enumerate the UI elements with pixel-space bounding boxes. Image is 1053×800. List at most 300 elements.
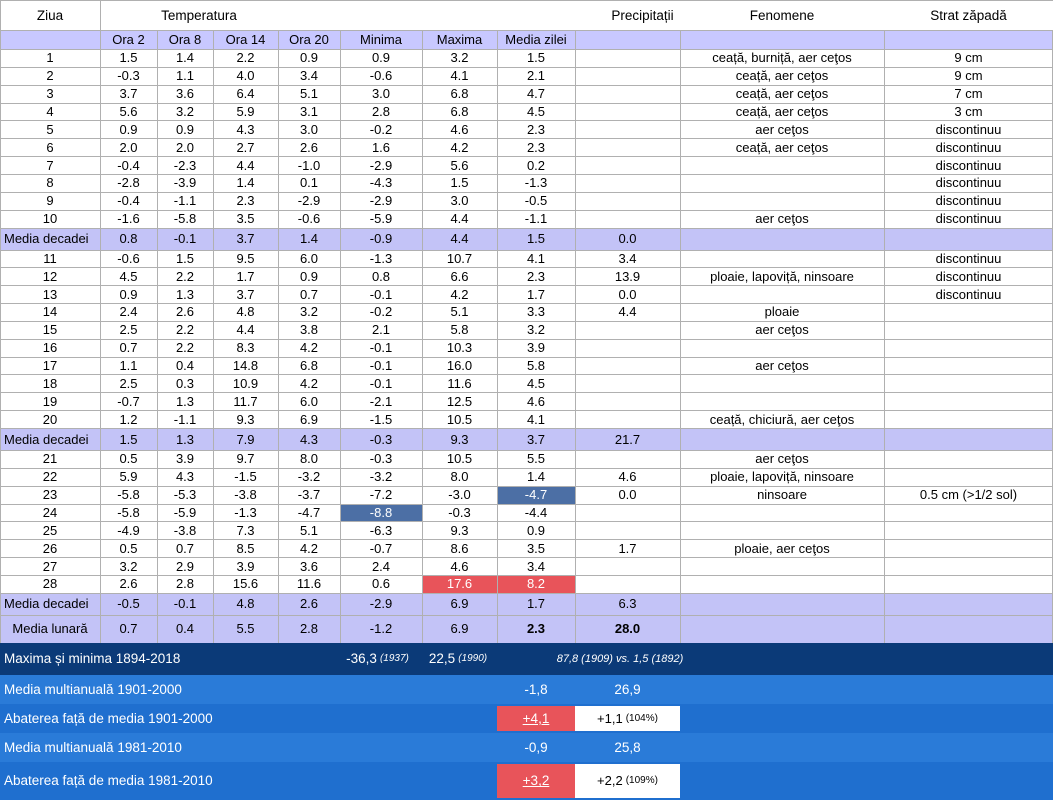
temp-value: 0.5: [119, 540, 138, 556]
precip-value: 0.0: [618, 487, 637, 503]
temp-value: -0.7: [369, 540, 393, 556]
phenomena-value: ploaie, lapoviță, ninsoare: [710, 469, 854, 485]
temp-value: 3.2: [119, 558, 138, 574]
temp-value: -0.3: [369, 431, 393, 447]
phenomena-value: ploaie: [764, 304, 800, 320]
phenomena-value: [680, 557, 884, 575]
day-number: 18: [42, 375, 58, 391]
phenomena-value: aer ceţos: [755, 211, 809, 227]
day-number: 2: [46, 68, 54, 84]
temp-value: 3.1: [299, 103, 319, 119]
temp-value: 2.8: [175, 576, 195, 592]
temp-value: 2.4: [371, 558, 391, 574]
grid-line: [0, 0, 1053, 1]
temp-value: -0.4: [117, 157, 140, 173]
temp-value: 4.6: [526, 393, 546, 409]
temp-value: 4.4: [236, 322, 255, 338]
phenomena-value: [680, 192, 884, 210]
phenomena-value: [680, 428, 884, 450]
temp-value: 0.1: [299, 175, 319, 191]
temp-value: 3.2: [175, 103, 195, 119]
footer-label-dev1901: Abaterea față de media 1901-2000: [4, 710, 213, 726]
temp-value: 4.2: [299, 375, 319, 391]
grid-line: [0, 0, 1, 643]
temp-value: 2.9: [175, 558, 195, 574]
temp-value: 1.1: [119, 358, 138, 374]
temp-value: 6.4: [236, 86, 255, 102]
day-number: 9: [46, 193, 54, 209]
precip-value: [575, 138, 680, 156]
temp-value: -4.7: [497, 486, 575, 504]
snow-value: [884, 357, 1053, 375]
temp-value: 0.9: [175, 121, 195, 137]
temp-value: 9.3: [450, 522, 469, 538]
temp-value: 6.9: [450, 596, 469, 612]
day-number: 1: [46, 50, 54, 66]
footer-mean-precip: 25,8: [614, 739, 641, 755]
grid-line: [422, 30, 423, 643]
temp-value: -2.9: [297, 193, 321, 209]
temp-value: -3.9: [173, 175, 197, 191]
temp-value: -2.9: [369, 596, 393, 612]
temp-value: -1.3: [234, 504, 257, 520]
temp-value: 4.1: [526, 411, 546, 427]
temp-value: 6.6: [450, 268, 469, 284]
temp-value: -0.1: [173, 231, 197, 246]
temp-value: 8.6: [450, 540, 469, 556]
phenomena-value: ceață, aer ceţos: [735, 68, 829, 84]
snow-value: [884, 374, 1053, 392]
snow-value: [884, 450, 1053, 468]
snow-value: discontinuu: [935, 286, 1002, 302]
temp-value: 11.6: [447, 375, 472, 391]
temp-value: 4.8: [236, 304, 255, 320]
temp-value: 5.6: [119, 103, 138, 119]
temp-value: 4.6: [450, 558, 469, 574]
temp-value: 6.0: [299, 250, 319, 266]
temp-value: 3.6: [299, 558, 319, 574]
snow-value: discontinuu: [935, 268, 1002, 284]
day-number: 28: [42, 576, 58, 592]
temp-value: 2.3: [526, 139, 546, 155]
footer-deviation-temp: +3,2: [497, 764, 575, 798]
temp-value: -2.9: [369, 157, 393, 173]
phenomena-value: [680, 575, 884, 593]
precip-value: 1.7: [618, 540, 637, 556]
precip-value: [575, 557, 680, 575]
temp-value: -0.2: [369, 121, 393, 137]
day-number: 10: [42, 211, 58, 227]
temp-value: 2.8: [371, 103, 391, 119]
temp-value: 10.7: [446, 250, 473, 266]
temp-value: 16.0: [446, 358, 473, 374]
temp-value: 0.9: [119, 121, 138, 137]
temp-value: -0.1: [369, 340, 393, 356]
temp-value: 6.0: [299, 393, 319, 409]
temp-value: 3.2: [450, 50, 469, 66]
subheader-col-2: Ora 14: [225, 32, 266, 47]
temp-value: 5.9: [236, 103, 255, 119]
day-number: 27: [42, 558, 58, 574]
temp-value: -1.1: [173, 193, 197, 209]
day-number: 13: [42, 286, 58, 302]
phenomena-value: ceață, aer ceţos: [735, 86, 829, 102]
temp-value: 3.9: [236, 558, 255, 574]
temp-value: 3.7: [526, 431, 546, 447]
deviation-precip-percent: (109%): [625, 775, 658, 787]
temp-value: 2.2: [175, 268, 195, 284]
decade-mean-label: Media decadei: [4, 596, 89, 612]
temp-value: -0.1: [369, 358, 393, 374]
temp-value: 4.2: [450, 139, 469, 155]
temp-value: 1.4: [526, 469, 546, 485]
header-precipitatii: Precipitații: [611, 7, 674, 23]
temp-value: 2.1: [526, 68, 546, 84]
snow-value: [884, 593, 1053, 615]
footer-deviation-temp: +4,1: [497, 706, 575, 731]
temp-value: 5.6: [450, 157, 469, 173]
phenomena-value: ceață, chiciură, aer ceţos: [709, 411, 855, 427]
temp-value: -5.9: [173, 504, 197, 520]
snow-value: discontinuu: [935, 250, 1002, 266]
temp-value: 1.5: [119, 431, 138, 447]
temp-value: 4.2: [450, 286, 469, 302]
precip-value: [575, 120, 680, 138]
temp-value: 4.1: [450, 68, 469, 84]
precip-value: 21.7: [614, 431, 641, 447]
day-number: 20: [42, 411, 58, 427]
temp-value: 1.1: [175, 68, 195, 84]
extreme-min-year: (1937): [379, 653, 409, 665]
temp-value: -0.6: [117, 250, 140, 266]
decade-mean-label: Media decadei: [4, 431, 89, 447]
temp-value: 2.3: [526, 268, 546, 284]
temp-value: 1.4: [236, 175, 255, 191]
temp-value: -4.3: [369, 175, 393, 191]
temp-value: -0.2: [369, 304, 393, 320]
temp-value: 3.2: [526, 322, 546, 338]
temp-value: 9.7: [236, 451, 255, 467]
temp-value: 3.3: [526, 304, 546, 320]
phenomena-value: ploaie, lapoviță, ninsoare: [710, 268, 854, 284]
snow-value: [884, 521, 1053, 539]
temp-value: 4.2: [299, 340, 319, 356]
temp-value: 3.5: [236, 211, 255, 227]
phenomena-value: [680, 250, 884, 268]
snow-value: [884, 428, 1053, 450]
precip-value: [575, 192, 680, 210]
snow-value: [884, 321, 1053, 339]
temp-value: -1.0: [297, 157, 321, 173]
monthly-mean-label: Media lunară: [12, 621, 88, 637]
temp-value: 0.9: [119, 286, 138, 302]
temp-value: -5.3: [173, 487, 197, 503]
snow-value: [884, 410, 1053, 428]
extreme-max-year: (1990): [458, 653, 488, 665]
temp-value: 8.0: [450, 469, 469, 485]
temp-value: 4.8: [236, 596, 255, 612]
phenomena-value: aer ceţos: [755, 358, 809, 374]
temp-value: 12.5: [446, 393, 473, 409]
precip-value: [575, 504, 680, 522]
temp-value: 0.2: [526, 157, 546, 173]
footer-mean-precip: 26,9: [614, 681, 641, 697]
deviation-precip-value: +2,2: [597, 773, 623, 789]
snow-value: [884, 557, 1053, 575]
temp-value: -3.0: [448, 487, 471, 503]
temp-value: 2.6: [175, 304, 195, 320]
phenomena-value: ceață, aer ceţos: [735, 103, 829, 119]
temp-value: -2.9: [369, 193, 393, 209]
temp-value: 4.3: [299, 431, 319, 447]
temp-value: 14.8: [232, 358, 259, 374]
precip-value: [575, 210, 680, 228]
phenomena-value: aer ceţos: [755, 322, 809, 338]
temp-value: 2.6: [299, 596, 319, 612]
day-number: 6: [46, 139, 54, 155]
temp-value: 2.7: [236, 139, 255, 155]
temp-value: 2.4: [119, 304, 138, 320]
temp-value: 2.2: [175, 340, 195, 356]
temp-value: 10.5: [446, 411, 473, 427]
phenomena-value: [680, 285, 884, 303]
snow-value: [884, 468, 1053, 486]
precip-value: [575, 103, 680, 121]
header-strat-zapada: Strat zăpadă: [930, 7, 1007, 23]
temp-value: 2.0: [175, 139, 195, 155]
temp-value: 1.2: [119, 411, 138, 427]
temp-value: 9.5: [236, 250, 255, 266]
temp-value: 4.5: [526, 103, 546, 119]
monthly-temp-value: 0.4: [175, 621, 195, 637]
subheader-col-4: Minima: [360, 32, 402, 47]
temp-value: 3.7: [119, 86, 138, 102]
temp-value: 6.8: [299, 358, 319, 374]
snow-value: 9 cm: [954, 50, 983, 66]
monthly-temp-value: 5.5: [236, 621, 255, 637]
temp-value: 0.6: [371, 576, 391, 592]
temp-value: 6.8: [450, 86, 469, 102]
deviation-precip-percent: (104%): [625, 712, 658, 724]
footer-label-extremes: Maxima și minima 1894-2018: [4, 651, 181, 667]
temp-value: -0.4: [117, 193, 140, 209]
phenomena-value: aer ceţos: [755, 121, 809, 137]
temp-value: -3.7: [297, 487, 321, 503]
temp-value: 8.5: [236, 540, 255, 556]
temp-value: 1.7: [236, 268, 255, 284]
temp-value: -4.7: [297, 504, 321, 520]
temp-value: -3.2: [297, 469, 321, 485]
temp-value: 3.6: [175, 86, 195, 102]
precip-value: 13.9: [614, 268, 641, 284]
temp-value: 2.6: [119, 576, 138, 592]
extreme-min-value: -36,3: [346, 651, 377, 667]
temp-value: 4.3: [236, 121, 255, 137]
snow-value: discontinuu: [935, 193, 1002, 209]
footer-deviation-precip: [575, 764, 680, 798]
day-number: 25: [42, 522, 58, 538]
temp-value: 0.5: [119, 451, 138, 467]
day-number: 17: [42, 358, 58, 374]
temp-value: 4.6: [450, 121, 469, 137]
monthly-temp-value: 0.7: [119, 621, 138, 637]
temp-value: 0.7: [299, 286, 319, 302]
day-number: 23: [42, 487, 58, 503]
grid-line: [497, 30, 498, 643]
temp-value: -1.1: [173, 411, 197, 427]
temp-value: 4.5: [119, 268, 138, 284]
temp-value: 5.5: [526, 451, 546, 467]
precip-value: 4.4: [618, 304, 637, 320]
temp-value: -3.8: [173, 522, 197, 538]
temp-value: -0.1: [369, 286, 393, 302]
temp-value: 3.4: [526, 558, 546, 574]
temp-value: 9.3: [450, 431, 469, 447]
day-number: 12: [42, 268, 58, 284]
temp-value: 1.5: [526, 50, 546, 66]
precip-value: 0.0: [618, 231, 637, 246]
subheader-col-1: Ora 8: [168, 32, 202, 47]
temp-value: -1.5: [234, 469, 257, 485]
temp-value: 3.0: [299, 121, 319, 137]
temp-value: -0.3: [448, 504, 471, 520]
grid-line: [100, 0, 101, 30]
precip-value: 3.4: [618, 250, 637, 266]
precip-value: [575, 357, 680, 375]
temp-value: 3.4: [299, 68, 319, 84]
snow-value: discontinuu: [935, 157, 1002, 173]
temp-value: 0.8: [371, 268, 391, 284]
phenomena-value: [680, 374, 884, 392]
temp-value: -0.3: [369, 451, 393, 467]
snow-value: [884, 303, 1053, 321]
temp-value: 4.7: [526, 86, 546, 102]
day-number: 21: [42, 451, 58, 467]
monthly-temp-value: 2.8: [299, 621, 319, 637]
subheader-col-5: Maxima: [436, 32, 483, 47]
temp-value: -2.1: [369, 393, 393, 409]
precip-value: [575, 156, 680, 174]
temp-value: -3.2: [369, 469, 393, 485]
snow-value: [884, 339, 1053, 357]
temp-value: 11.7: [233, 393, 258, 409]
deviation-precip-value: +1,1: [597, 710, 623, 726]
temp-value: 10.5: [446, 451, 473, 467]
grid-line: [157, 30, 158, 643]
temp-value: 7.3: [236, 522, 255, 538]
temp-value: -1.6: [117, 211, 140, 227]
phenomena-value: [680, 593, 884, 615]
phenomena-value: [680, 521, 884, 539]
footer-label-mean1981: Media multianuală 1981-2010: [4, 739, 182, 755]
temp-value: 5.1: [299, 522, 319, 538]
grid-line: [213, 30, 214, 643]
grid-line: [680, 30, 681, 643]
precip-value: [575, 410, 680, 428]
temp-value: -5.9: [369, 211, 393, 227]
temp-value: 4.1: [526, 250, 546, 266]
footer-extreme-min: [330, 643, 425, 675]
temp-value: 2.6: [299, 139, 319, 155]
snow-value: [884, 392, 1053, 410]
footer-extreme-precip: 87,8 (1909) vs. 1,5 (1892): [556, 652, 684, 665]
temp-value: 0.7: [175, 540, 195, 556]
header-fenomene: Fenomene: [749, 7, 815, 23]
grid-line: [575, 30, 576, 643]
precip-value: [575, 85, 680, 103]
monthly-precip-value: 28.0: [614, 621, 641, 637]
day-number: 8: [46, 175, 54, 191]
snow-value: 3 cm: [954, 103, 983, 119]
temp-value: 0.7: [119, 340, 138, 356]
temp-value: 2.5: [119, 322, 138, 338]
temp-value: -2.8: [117, 175, 140, 191]
temp-value: 2.2: [236, 50, 255, 66]
day-number: 11: [43, 250, 57, 266]
phenomena-value: [680, 156, 884, 174]
phenomena-value: aer ceţos: [755, 451, 809, 467]
footer-mean-temp: -1,8: [524, 681, 548, 697]
precip-value: [575, 521, 680, 539]
phenomena-value: [680, 392, 884, 410]
phenomena-value: [680, 228, 884, 250]
temp-value: -5.8: [117, 487, 140, 503]
temp-value: 9.3: [236, 411, 255, 427]
monthly-temp-value: 2.3: [526, 621, 546, 637]
phenomena-value: ninsoare: [757, 487, 807, 503]
temp-value: 4.4: [450, 231, 469, 246]
temp-value: 0.9: [299, 268, 319, 284]
phenomena-value: ceață, burniță, aer ceţos: [712, 50, 852, 66]
header-ziua: Ziua: [36, 7, 64, 23]
temp-value: 1.7: [526, 596, 546, 612]
footer-extreme-max: [418, 643, 498, 675]
temp-value: 2.0: [119, 139, 138, 155]
temp-value: 11.6: [296, 576, 322, 592]
day-number: 7: [46, 157, 54, 173]
temp-value: -0.3: [117, 68, 140, 84]
snow-value: 0.5 cm (>1/2 sol): [919, 487, 1018, 503]
temp-value: -0.1: [173, 596, 197, 612]
grid-line: [278, 30, 279, 643]
temp-value: 3.5: [526, 540, 546, 556]
temp-value: 2.3: [236, 193, 255, 209]
phenomena-value: ceață, aer ceţos: [735, 139, 829, 155]
temp-value: 3.0: [371, 86, 391, 102]
day-number: 22: [42, 469, 58, 485]
day-number: 26: [42, 540, 58, 556]
snow-value: discontinuu: [935, 121, 1002, 137]
temp-value: -2.3: [173, 157, 197, 173]
temp-value: 4.0: [236, 68, 255, 84]
temp-value: 1.5: [526, 231, 546, 246]
phenomena-value: [680, 174, 884, 192]
temp-value: 10.3: [446, 340, 473, 356]
temp-value: -3.8: [234, 487, 257, 503]
temp-value: 8.3: [236, 340, 255, 356]
temp-value: -5.8: [173, 211, 197, 227]
subheader-col-0: Ora 2: [112, 32, 145, 47]
temp-value: 0.9: [371, 50, 391, 66]
temp-value: 2.2: [175, 322, 195, 338]
temp-value: 0.9: [526, 522, 546, 538]
temp-value: 3.8: [299, 322, 319, 338]
precip-value: [575, 321, 680, 339]
snow-value: discontinuu: [935, 211, 1002, 227]
temp-value: -0.5: [524, 193, 548, 209]
temp-value: 5.9: [119, 469, 138, 485]
temp-value: 0.3: [175, 375, 195, 391]
